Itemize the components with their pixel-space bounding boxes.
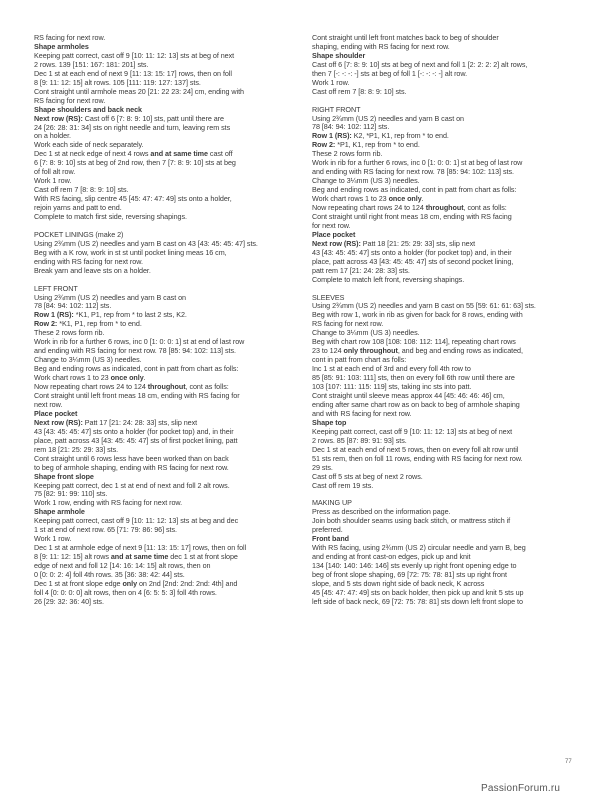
text-line: rejoin yarns and patt to end. — [34, 203, 122, 213]
text-line: Change to 3¼mm (US 3) needles. — [312, 176, 420, 186]
text-line: preferred. — [312, 525, 343, 535]
text-line: 78 [84: 94: 102: 112] sts. — [34, 301, 112, 311]
text-line: Now repeating chart rows 24 to 124 throughout, cont as folls: — [312, 203, 507, 213]
text-line: Work chart rows 1 to 23 once only. — [312, 194, 424, 204]
text-line: Shape armhole — [34, 507, 85, 517]
text-line: Beg with a K row, work in st st until pocket lining meas 16 cm, — [34, 247, 227, 257]
text-line: Work 1 row. — [312, 77, 350, 87]
text-line: place, patt across 43 [43: 45: 45: 47] sts of first pocket lining, patt — [34, 435, 238, 445]
text-line: POCKET LININGS (make 2) — [34, 229, 124, 239]
text-line: Cast off rem 7 [8: 8: 9: 10] sts. — [312, 86, 407, 96]
text-line: Cast off rem 7 [8: 8: 9: 10] sts. — [34, 185, 129, 195]
text-line: Join both shoulder seams using back stitch, or mattress stitch if — [312, 516, 511, 526]
text-line: 8 [9: 11: 12: 15] alt rows and at same time dec 1 st at front slope — [34, 552, 238, 562]
text-line: 2 rows. 139 [151: 167: 181: 201] sts. — [34, 59, 149, 69]
text-line: Beg and ending rows as indicated, cont in patt from chart as folls: — [312, 185, 517, 195]
text-line: These 2 rows form rib. — [34, 328, 105, 338]
text-line: SLEEVES — [312, 292, 345, 302]
text-line: Change to 3¼mm (US 3) needles. — [34, 355, 142, 365]
text-line: Dec 1 st at each end of next 5 rows, then on every foll alt row until — [312, 444, 519, 454]
text-line: 43 [43: 45: 45: 47] sts onto a holder (for pocket top) and, in their — [34, 426, 234, 436]
text-line: RS facing for next row. — [34, 95, 106, 105]
text-line: Row 1 (RS): K2, *P1, K1, rep from * to end. — [312, 131, 449, 141]
text-line: Row 1 (RS): *K1, P1, rep from * to last 2 sts, K2. — [34, 310, 187, 320]
text-line: foll 4 [0: 0: 0: 0] alt rows, then on 4 [6: 5: 5: 3] foll 4th rows. — [34, 587, 217, 597]
text-line: 24 [26: 28: 31: 34] sts on right needle and turn, leaving rem sts — [34, 122, 231, 132]
text-line: RS facing for next row. — [312, 319, 384, 329]
text-line: Cont straight until 6 rows less have been worked than on back — [34, 453, 229, 463]
text-line: beg of front slope shaping, 69 [72: 75: 78: 81] sts up right front — [312, 570, 507, 579]
text-line: 75 [82: 91: 99: 110] sts. — [34, 489, 108, 499]
text-line: 134 [140: 140: 146: 146] sts evenly up right front opening edge to — [312, 561, 517, 571]
text-line: Cont straight until left front meas 18 cm, ending with RS facing for — [34, 391, 240, 400]
text-line: Front band — [312, 534, 350, 544]
text-line: Work in rib for a further 6 rows, inc 0 [1: 0: 0: 1] st at beg of last row — [312, 158, 523, 168]
text-line: Cast off 5 sts at beg of next 2 rows. — [312, 471, 423, 481]
text-line: Place pocket — [34, 408, 78, 418]
text-line: Change to 3¼mm (US 3) needles. — [312, 328, 420, 338]
text-line: on a holder. — [34, 131, 71, 141]
text-line: 1 st at end of next row. 65 [71: 79: 86: 96] sts. — [34, 525, 177, 535]
text-line: Using 2¾mm (US 2) needles and yarn B cast on — [34, 292, 187, 302]
text-line: Keeping patt correct, cast off 9 [10: 11: 12: 13] sts at beg of next — [34, 50, 235, 60]
text-line: left side of back neck, 69 [72: 75: 78: 81] sts down left front slope to — [312, 596, 523, 606]
text-line: Next row (RS): Cast off 6 [7: 8: 9: 10] sts, patt until there are — [34, 113, 224, 123]
text-line: 85 [85: 91: 103: 111] sts, then on every foll 6th row until there are — [312, 373, 515, 383]
text-line: Shape top — [312, 417, 347, 427]
page-number: 77 — [565, 759, 572, 765]
text-line: ending with RS facing for next row. — [34, 256, 143, 266]
text-line: Row 2: *P1, K1, rep from * to end. — [312, 140, 420, 150]
text-line: Row 2: *K1, P1, rep from * to end. — [34, 319, 142, 329]
text-line: Next row (RS): Patt 17 [21: 24: 28: 33] sts, slip next — [34, 417, 198, 427]
text-line: then 7 [-: -: -: -] sts at beg of foll 1 [-: -: -: -] alt row. — [312, 68, 468, 78]
text-line: and ending with RS facing for next row. 78 [85: 94: 102: 113] sts. — [34, 346, 236, 356]
text-line: Work chart rows 1 to 23 once only. — [34, 373, 146, 383]
text-line: place, patt across 43 [43: 45: 45: 47] sts of second pocket lining, — [312, 256, 514, 266]
text-line: Cast off rem 19 sts. — [312, 480, 374, 490]
text-line: 8 [9: 11: 12: 15] alt rows. 105 [111: 119: 127: 137] sts. — [34, 77, 201, 87]
text-line: LEFT FRONT — [34, 283, 78, 293]
text-line: Complete to match first side, reversing shapings. — [34, 212, 187, 222]
text-line: of foll alt row. — [34, 167, 76, 177]
text-line: Work 1 row. — [34, 176, 72, 186]
text-line: Work 1 row, ending with RS facing for next row. — [34, 498, 183, 508]
text-line: and ending with RS facing for next row. 78 [85: 94: 102: 113] sts. — [312, 167, 514, 177]
text-line: Beg with row 1, work in rib as given for back for 8 rows, ending with — [312, 310, 523, 320]
text-line: Shape shoulder — [312, 50, 366, 60]
text-line: These 2 rows form rib. — [312, 149, 383, 159]
text-line: Complete to match left front, reversing shapings. — [312, 274, 465, 284]
text-line: Work each side of neck separately. — [34, 140, 144, 150]
text-line: Beg and ending rows as indicated, cont in patt from chart as folls: — [34, 364, 239, 374]
text-line: 23 to 124 only throughout, and beg and ending rows as indicated, — [312, 346, 523, 356]
text-line: 29 sts. — [312, 462, 333, 472]
text-line: cont in patt from chart as folls: — [312, 355, 407, 365]
text-line: Cast off 6 [7: 8: 9: 10] sts at beg of next and foll 1 [2: 2: 2: 2] alt rows, — [312, 59, 528, 69]
text-line: Break yarn and leave sts on a holder. — [34, 265, 151, 275]
text-line: patt rem 17 [21: 24: 28: 33] sts. — [312, 265, 410, 275]
text-line: and ending at front cast-on edges, pick up and knit — [312, 552, 471, 562]
text-line: MAKING UP — [312, 498, 352, 508]
text-line: Work in rib for a further 6 rows, inc 0 [1: 0: 0: 1] st at end of last row — [34, 337, 245, 347]
text-line: Cont straight until right front meas 18 cm, ending with RS facing — [312, 212, 512, 221]
text-line: Now repeating chart rows 24 to 124 throughout, cont as folls: — [34, 382, 229, 392]
text-line: RS facing for next row. — [34, 33, 106, 42]
text-line: 78 [84: 94: 102: 112] sts. — [312, 122, 390, 132]
text-line: slope, and 5 sts down right side of back neck, K across — [312, 578, 485, 588]
text-line: Keeping patt correct, cast off 9 [10: 11: 12: 13] sts at beg and dec — [34, 516, 239, 526]
text-line: Inc 1 st at each end of 3rd and every foll 4th row to — [312, 364, 471, 374]
text-line: Keeping patt correct, cast off 9 [10: 11: 12: 13] sts at beg of next — [312, 426, 513, 436]
text-line: 45 [45: 47: 47: 49] sts on back holder, then pick up and knit 5 sts up — [312, 587, 524, 597]
text-line: 51 sts rem, then on foll 11 rows, ending with RS facing for next row. — [312, 453, 523, 463]
text-line: ending after same chart row as on back to beg of armhole shaping — [312, 399, 520, 409]
text-line: Next row (RS): Patt 18 [21: 25: 29: 33] sts, slip next — [312, 238, 476, 248]
text-line: Using 2¾mm (US 2) needles and yarn B cast on 55 [59: 61: 61: 63] sts. — [312, 301, 536, 311]
text-line: Dec 1 st at neck edge of next 4 rows and at same time cast off — [34, 149, 233, 159]
text-line: Place pocket — [312, 229, 356, 239]
text-line: Work 1 row. — [34, 534, 72, 544]
text-line: 43 [43: 45: 45: 47] sts onto a holder (for pocket top) and, in their — [312, 247, 512, 257]
text-line: Dec 1 st at armhole edge of next 9 [11: 13: 15: 17] rows, then on foll — [34, 543, 247, 553]
watermark: PassionForum.ru — [481, 783, 561, 794]
text-line: next row. — [34, 399, 63, 409]
text-line: With RS facing, slip centre 45 [45: 47: 47: 49] sts onto a holder, — [34, 194, 232, 204]
text-line: Dec 1 st at front slope edge only on 2nd [2nd: 2nd: 2nd: 4th] and — [34, 579, 238, 589]
text-line: Keeping patt correct, dec 1 st at end of next and foll 2 alt rows. — [34, 480, 230, 490]
text-line: With RS facing, using 2¾mm (US 2) circular needle and yarn B, beg — [312, 543, 526, 553]
text-line: to beg of armhole shaping, ending with RS facing for next row. — [34, 462, 229, 472]
text-line: edge of next and foll 12 [14: 16: 14: 15] alt rows, then on — [34, 561, 211, 571]
text-line: Cont straight until left front matches back to beg of shoulder — [312, 33, 499, 42]
text-line: Using 2¾mm (US 2) needles and yarn B cast on — [312, 113, 465, 123]
text-line: 6 [7: 8: 9: 10] sts at beg of 2nd row, then 7 [7: 8: 9: 10] sts at beg — [34, 158, 236, 168]
text-line: Press as described on the information page. — [312, 507, 451, 517]
text-line: Shape shoulders and back neck — [34, 104, 142, 114]
text-line: 0 [0: 0: 2: 4] foll 4th rows. 35 [36: 38: 42: 44] sts. — [34, 570, 185, 580]
text-line: Beg with chart row 108 [108: 108: 112: 114], repeating chart rows — [312, 337, 516, 347]
text-line: RIGHT FRONT — [312, 104, 361, 114]
text-line: 2 rows. 85 [87: 89: 91: 93] sts. — [312, 435, 407, 445]
text-line: Cont straight until sleeve meas approx 44 [45: 46: 46: 46] cm, — [312, 391, 505, 400]
text-line: Shape front slope — [34, 471, 94, 481]
text-line: for next row. — [312, 220, 351, 230]
text-line: and with RS facing for next row. — [312, 408, 412, 418]
text-line: 103 [107: 111: 115: 119] sts, taking inc sts into patt. — [312, 382, 472, 392]
text-line: rem 18 [21: 25: 29: 33] sts. — [34, 444, 119, 454]
text-line: 26 [29: 32: 36: 40] sts. — [34, 596, 104, 606]
text-line: shaping, ending with RS facing for next row. — [312, 41, 450, 51]
text-line: Using 2¾mm (US 2) needles and yarn B cast on 43 [43: 45: 45: 47] sts. — [34, 238, 258, 248]
text-line: Cont straight until armhole meas 20 [21: 22 23: 24] cm, ending with — [34, 86, 244, 96]
right-column — [312, 34, 576, 607]
text-line: Dec 1 st at each end of next 9 [11: 13: 15: 17] rows, then on foll — [34, 68, 232, 78]
left-column — [34, 34, 298, 607]
text-line: Shape armholes — [34, 41, 89, 51]
